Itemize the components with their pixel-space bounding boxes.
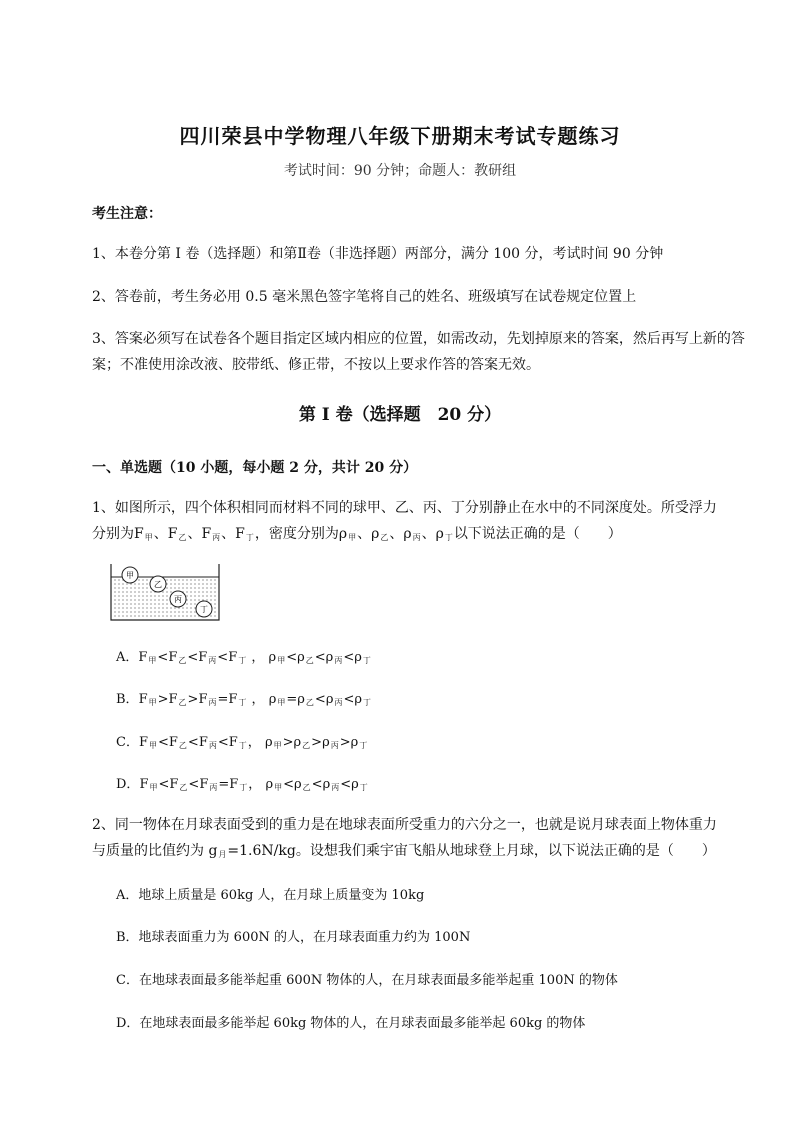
q2-stem: 2、同一物体在月球表面受到的重力是在地球表面所受重力的六分之一，也就是说月球表面上物体重力 与质量的比值约为 $g_月=1.6N/kg$。设想我们乘宇宙飞船从地球登上月球，以下说法正确的是（ ） [92, 817, 717, 859]
q2-option-b[interactable]: B．地球表面重力为 600N 的人，在月球表面重力约为 100N [116, 930, 471, 945]
notice-item-1: 1、本卷分第 I 卷（选择题）和第Ⅱ卷（非选择题）两部分，满分 100 分，考试时间 90 分钟 [92, 246, 664, 262]
ball-ding-label: 丁 [200, 605, 208, 614]
notice-label: 考生注意： [92, 206, 162, 222]
q1-option-b[interactable]: B．$F_甲>F_乙>F_丙=F_丁$ ， $\rho_甲=\rho_乙<\rho_丙<\rho_丁$ [116, 692, 372, 707]
ball-yi-label: 乙 [154, 580, 162, 589]
q2-option-c[interactable]: C．在地球表面最多能举起重 600N 物体的人，在月球表面最多能举起重 100N 的物体 [116, 973, 618, 988]
q1-option-d[interactable]: D．$F_甲<F_乙<F_丙=F_丁$， $\rho_甲<\rho_乙<\rho_丙<\rho_丁$ [116, 777, 368, 792]
q2-option-d[interactable]: D．在地球表面最多能举起 60kg 物体的人，在月球表面最多能举起 60kg 的物体 [116, 1016, 586, 1031]
notice-item-3: 3、答案必须写在试卷各个题目指定区域内相应的位置，如需改动，先划掉原来的答案，然后再写上新的答案；不准使用涂改液、胶带纸、修正带，不按以上要求作答的答案无效。 [92, 331, 745, 373]
ball-jia-label: 甲 [126, 571, 134, 580]
q1-stem: 1、如图所示，四个体积相同而材料不同的球甲、乙、丙、丁分别静止在水中的不同深度处。所受浮力 分别为$F_甲$、$F_乙$、$F_丙$、$F_丁$，密度分别为$\rho_甲$、$\rho_乙$、$\rho_丙$、$\rho_丁$以下说法正确的是（ ） [92, 500, 717, 542]
section-title: 第 I 卷（选择题 20 分） [298, 405, 502, 425]
q1-option-c[interactable]: C．$F_甲<F_乙<F_丙<F_丁$， $\rho_甲>\rho_乙>\rho_丙>\rho_丁$ [116, 735, 368, 750]
notice-item-2: 2、答卷前，考生务必用 0.5 毫米黑色签字笔将自己的姓名、班级填写在试卷规定位置上 [92, 289, 637, 305]
part-heading: 一、单选题（10 小题，每小题 2 分，共计 20 分） [92, 460, 418, 476]
ball-bing-label: 丙 [174, 595, 182, 604]
page-title: 四川荣县中学物理八年级下册期末考试专题练习 [179, 124, 621, 148]
exam-info: 考试时间：90 分钟；命题人：教研组 [283, 163, 517, 179]
q2-option-a[interactable]: A．地球上质量是 60kg 人，在月球上质量变为 10kg [116, 888, 425, 903]
q1-figure [110, 563, 220, 621]
q1-option-a[interactable]: A．$F_甲<F_乙<F_丙<F_丁$ ， $\rho_甲<\rho_乙<\rho_丙<\rho_丁$ [116, 650, 371, 665]
